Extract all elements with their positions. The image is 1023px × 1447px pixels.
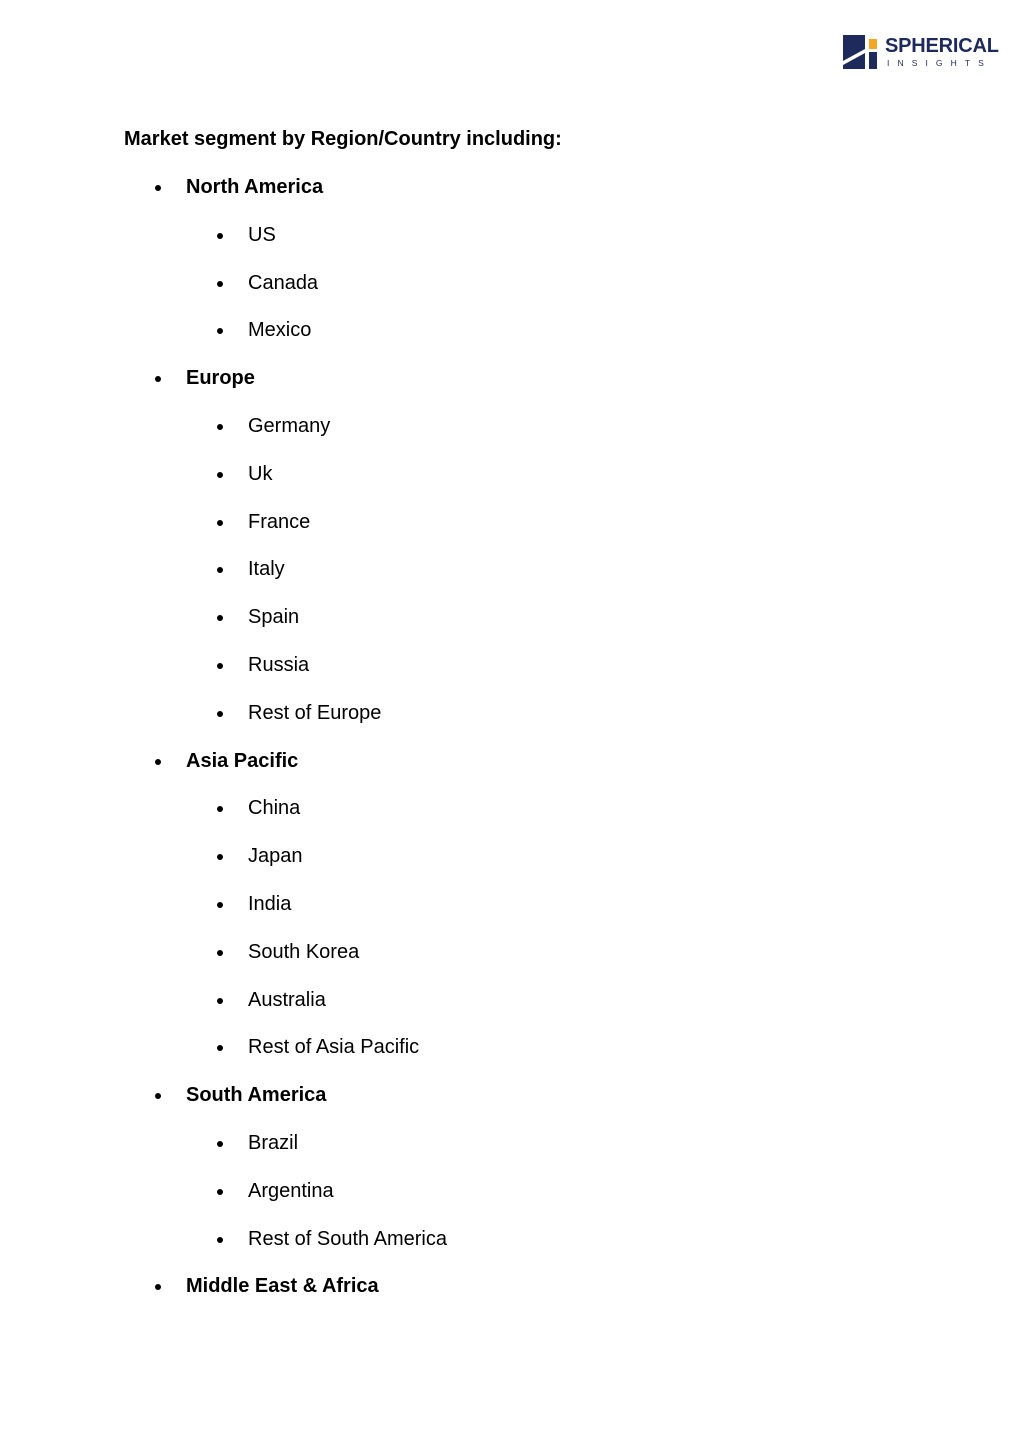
country-label: Rest of Europe <box>248 701 382 724</box>
country-item <box>248 700 381 726</box>
region-item <box>186 174 323 200</box>
bullet-icon <box>217 998 223 1004</box>
spherical-insights-logo-icon <box>843 35 879 69</box>
country-label: Russia <box>248 654 310 676</box>
country-item <box>248 795 300 821</box>
bullet-icon <box>217 281 223 287</box>
country-label: Japan <box>248 845 303 868</box>
country-item <box>248 1034 419 1060</box>
country-label: US <box>248 223 276 246</box>
section-heading: Market segment by Region/Country including: <box>124 128 562 150</box>
bullet-icon <box>217 950 223 956</box>
country-item <box>248 939 359 965</box>
country-label: India <box>248 893 292 915</box>
bullet-icon <box>217 711 223 717</box>
country-label: France <box>248 510 311 533</box>
bullet-icon <box>217 854 223 860</box>
region-item <box>186 748 298 774</box>
country-label: Rest of Asia Pacific <box>248 1036 420 1059</box>
bullet-icon <box>217 328 223 334</box>
region-item <box>186 1082 326 1108</box>
country-label: Brazil <box>248 1132 299 1154</box>
bullet-icon <box>217 567 223 573</box>
region-label: North America <box>186 176 324 198</box>
bullet-icon <box>155 185 161 191</box>
bullet-icon <box>217 902 223 908</box>
bullet-icon <box>217 1189 223 1195</box>
bullet-icon <box>155 376 161 382</box>
country-label: Canada <box>248 271 319 294</box>
country-item <box>248 556 285 582</box>
bullet-icon <box>155 759 161 765</box>
region-label: Middle East & Africa <box>186 1275 379 1298</box>
region-item <box>186 365 255 391</box>
country-label: Australia <box>248 988 326 1011</box>
country-item <box>248 652 309 678</box>
logo-tagline-text: INSIGHTS <box>887 58 992 68</box>
bullet-icon <box>217 472 223 478</box>
bullet-icon <box>217 1141 223 1147</box>
bullet-icon <box>217 663 223 669</box>
region-label: Asia Pacific <box>186 749 299 772</box>
country-item <box>248 270 318 296</box>
country-label: Spain <box>248 606 300 629</box>
country-label: China <box>248 797 301 820</box>
region-item <box>186 1273 379 1299</box>
bullet-icon <box>217 615 223 621</box>
bullet-icon <box>155 1093 161 1099</box>
country-label: Uk <box>248 462 273 485</box>
country-item <box>248 317 311 343</box>
country-item <box>248 1178 334 1204</box>
bullet-icon <box>217 1237 223 1243</box>
country-item <box>248 891 291 917</box>
logo-brand-text: SPHERICAL <box>885 35 999 57</box>
country-item <box>248 461 272 487</box>
bullet-icon <box>217 520 223 526</box>
country-label: Mexico <box>248 319 312 342</box>
bullet-icon <box>155 1284 161 1290</box>
country-label: South Korea <box>248 940 360 963</box>
country-item <box>248 987 326 1013</box>
country-item <box>248 222 276 248</box>
country-label: Italy <box>248 558 285 581</box>
country-label: Germany <box>248 415 331 437</box>
country-item <box>248 509 310 535</box>
region-label: Europe <box>186 367 255 390</box>
company-logo <box>843 35 999 71</box>
region-label: South America <box>186 1084 327 1107</box>
bullet-icon <box>217 1045 223 1051</box>
country-item <box>248 1130 298 1156</box>
bullet-icon <box>217 233 223 239</box>
country-label: Argentina <box>248 1179 334 1202</box>
bullet-icon <box>217 806 223 812</box>
country-item <box>248 843 303 869</box>
country-item <box>248 604 299 630</box>
country-item <box>248 413 330 439</box>
bullet-icon <box>217 424 223 430</box>
country-item <box>248 1226 447 1252</box>
country-label: Rest of South America <box>248 1227 447 1250</box>
